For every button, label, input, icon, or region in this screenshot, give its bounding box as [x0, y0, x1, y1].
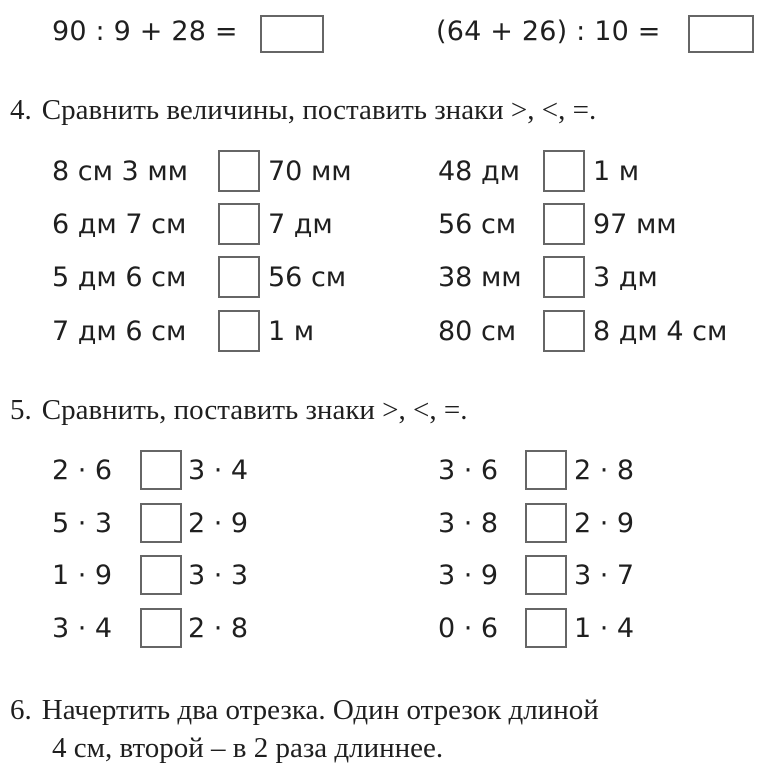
- task-4-left-row-4-b: 1 м: [268, 316, 315, 347]
- task-5-left-row-3-b: 3 · 3: [188, 560, 249, 591]
- equation-left: 90 : 9 + 28 =: [52, 16, 238, 47]
- task-4-right-row-3-b: 3 дм: [593, 262, 658, 293]
- task-5-left-row-1-box[interactable]: [140, 450, 182, 490]
- task-4-left-row-1-a: 8 см 3 мм: [52, 156, 189, 187]
- task-5-right-row-2-a: 3 · 8: [438, 508, 499, 539]
- task-5-right-row-3-a: 3 · 9: [438, 560, 499, 591]
- task-5-right-row-1-a: 3 · 6: [438, 455, 499, 486]
- task-5-text: Сравнить, поставить знаки >, <, =.: [41, 394, 468, 426]
- task-4-left-row-4-box[interactable]: [218, 310, 260, 352]
- task-5-heading: [10, 396, 468, 425]
- task-5-number: 5.: [10, 394, 32, 426]
- task-5-right-row-1-b: 2 · 8: [574, 455, 635, 486]
- task-4-right-row-4-a: 80 см: [438, 316, 517, 347]
- task-4-right-row-2-a: 56 см: [438, 209, 517, 240]
- task-4-right-row-1-box[interactable]: [543, 150, 585, 192]
- task-5-right-row-2-box[interactable]: [525, 503, 567, 543]
- task-5-left-row-4-box[interactable]: [140, 608, 182, 648]
- task-5-right-row-4-a: 0 · 6: [438, 613, 499, 644]
- task-4-right-row-4-box[interactable]: [543, 310, 585, 352]
- task-5-right-row-3-box[interactable]: [525, 555, 567, 595]
- answer-box-equation-left[interactable]: [260, 15, 324, 53]
- task-6-text-line-1: Начертить два отрезка. Один отрезок длиной: [41, 694, 599, 726]
- task-4-left-row-4-a: 7 дм 6 см: [52, 316, 187, 347]
- task-5-right-row-4-b: 1 · 4: [574, 613, 635, 644]
- task-4-left-row-2-a: 6 дм 7 см: [52, 209, 187, 240]
- task-5-right-row-4-box[interactable]: [525, 608, 567, 648]
- task-4-right-row-2-b: 97 мм: [593, 209, 677, 240]
- task-6-line-1: [10, 696, 599, 725]
- task-5-left-row-2-b: 2 · 9: [188, 508, 249, 539]
- task-5-left-row-2-a: 5 · 3: [52, 508, 113, 539]
- answer-box-equation-right[interactable]: [688, 15, 754, 53]
- task-5-right-row-2-b: 2 · 9: [574, 508, 635, 539]
- task-5-left-row-3-a: 1 · 9: [52, 560, 113, 591]
- task-5-left-row-4-a: 3 · 4: [52, 613, 113, 644]
- task-5-right-row-1-box[interactable]: [525, 450, 567, 490]
- task-5-left-row-2-box[interactable]: [140, 503, 182, 543]
- task-4-heading: [10, 96, 596, 125]
- task-6-text-line-2: 4 см, второй – в 2 раза длиннее.: [52, 732, 444, 764]
- task-5-left-row-4-b: 2 · 8: [188, 613, 249, 644]
- task-4-left-row-1-b: 70 мм: [268, 156, 352, 187]
- task-4-right-row-3-box[interactable]: [543, 256, 585, 298]
- task-4-left-row-2-box[interactable]: [218, 203, 260, 245]
- task-6-number: 6.: [10, 694, 32, 726]
- task-4-text: Сравнить величины, поставить знаки >, <, =.: [41, 94, 597, 126]
- task-5-right-row-3-b: 3 · 7: [574, 560, 635, 591]
- task-4-left-row-3-box[interactable]: [218, 256, 260, 298]
- task-4-left-row-2-b: 7 дм: [268, 209, 333, 240]
- task-5-left-row-1-b: 3 · 4: [188, 455, 249, 486]
- task-4-right-row-3-a: 38 мм: [438, 262, 522, 293]
- task-5-left-row-1-a: 2 · 6: [52, 455, 113, 486]
- task-4-right-row-1-b: 1 м: [593, 156, 640, 187]
- task-4-left-row-1-box[interactable]: [218, 150, 260, 192]
- task-4-left-row-3-a: 5 дм 6 см: [52, 262, 187, 293]
- task-5-left-row-3-box[interactable]: [140, 555, 182, 595]
- task-4-right-row-1-a: 48 дм: [438, 156, 520, 187]
- task-4-right-row-2-box[interactable]: [543, 203, 585, 245]
- equation-right: (64 + 26) : 10 =: [436, 16, 661, 47]
- task-4-right-row-4-b: 8 дм 4 см: [593, 316, 728, 347]
- task-4-number: 4.: [10, 94, 32, 126]
- task-4-left-row-3-b: 56 см: [268, 262, 347, 293]
